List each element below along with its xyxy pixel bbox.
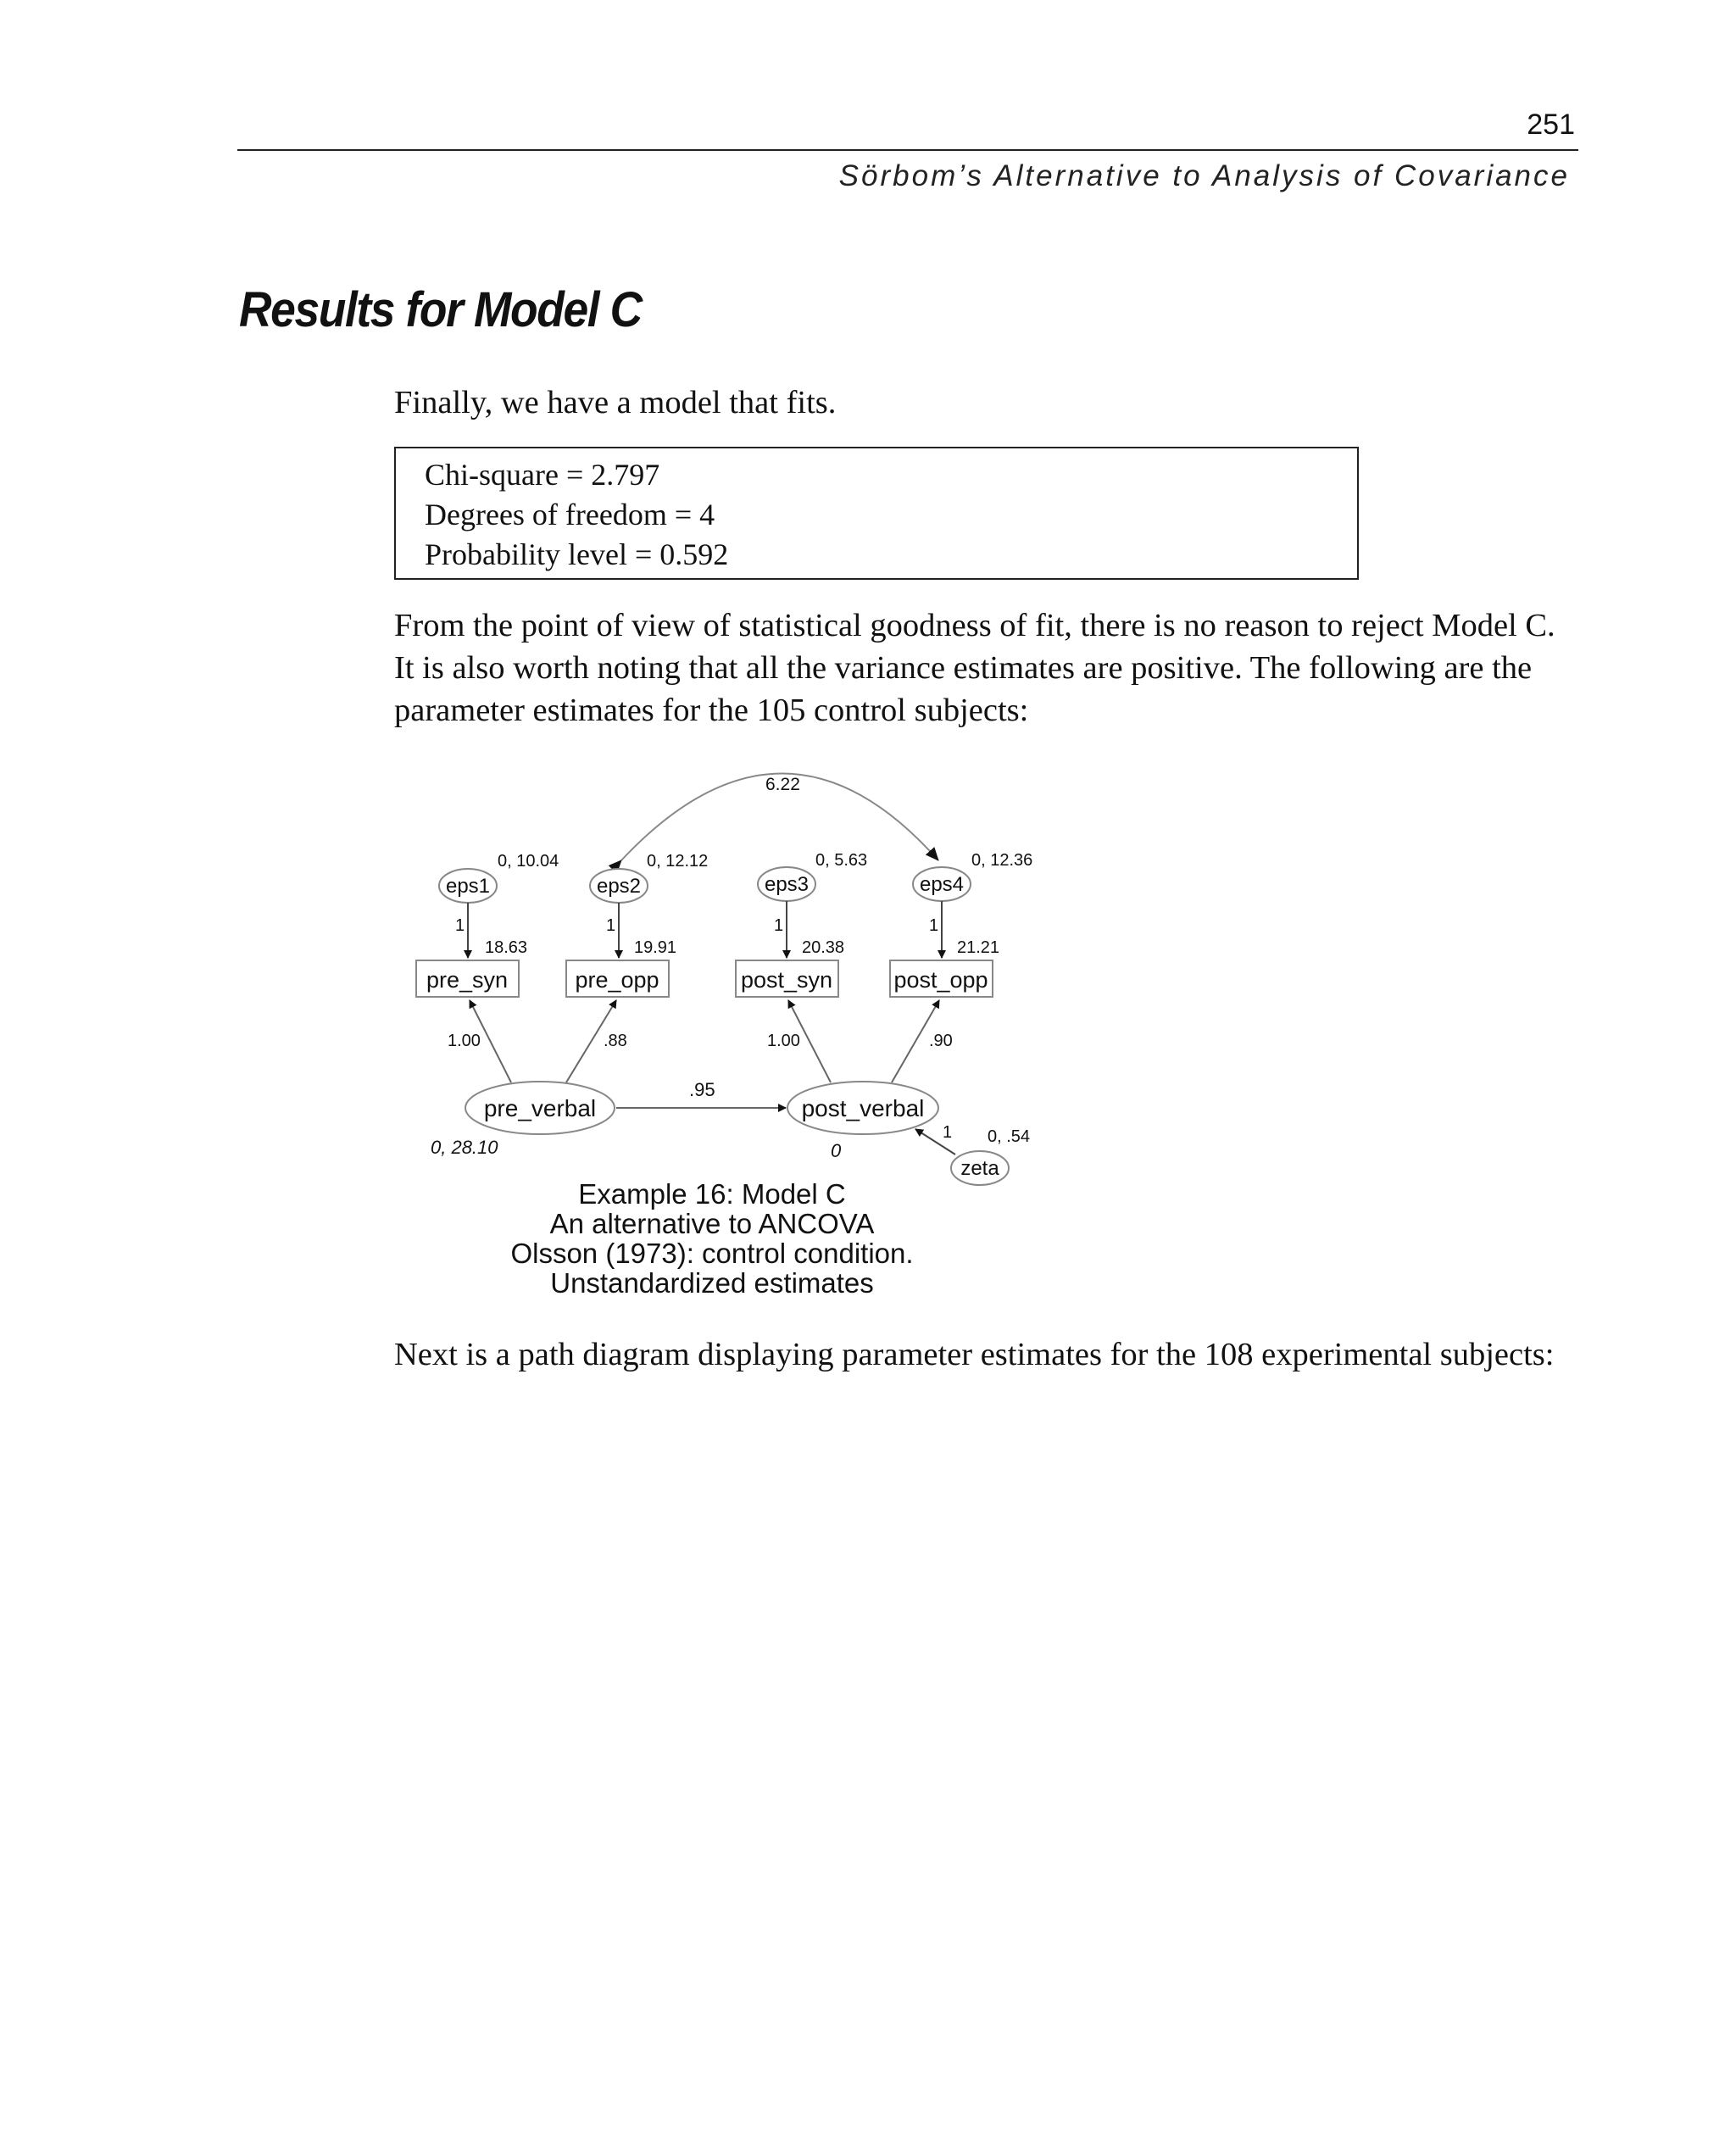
latent-label: pre_verbal: [483, 1095, 597, 1121]
running-header: Sörbom’s Alternative to Analysis of Covariance: [838, 159, 1570, 192]
intro-paragraph: Finally, we have a model that fits.: [394, 385, 837, 420]
error-path-weight: 1: [606, 916, 616, 935]
diagram-caption-line: Unstandardized estimates: [550, 1267, 874, 1299]
error-term-label: eps4: [919, 873, 965, 896]
loading-label: .88: [604, 1032, 627, 1050]
observed-label: post_syn: [740, 967, 833, 993]
error-term-eps3: [758, 851, 867, 901]
error-term-label: eps2: [596, 875, 642, 898]
error-term-label: eps3: [764, 873, 810, 896]
latent-post-verbal: [787, 1082, 938, 1134]
conclusion-paragraph: From the point of view of statistical goodness of fit, there is no reason to reject Model C. It is also worth noting that all the variance estimates are positive. The following are the parameter estimates for the 105 control subjects:: [394, 608, 1555, 728]
latent-label: post_verbal: [801, 1095, 925, 1121]
disturbance-label: zeta: [960, 1157, 999, 1180]
disturbance-zeta: [951, 1151, 1009, 1185]
observed-label: pre_syn: [426, 967, 509, 993]
observed-post-syn: [736, 960, 838, 997]
regression-weight-label: .95: [689, 1079, 715, 1100]
latent-pre-verbal: [465, 1082, 615, 1134]
observed-label: pre_opp: [575, 967, 659, 993]
error-term-estimate: 0, 12.12: [647, 852, 709, 871]
loading-label: 1.00: [448, 1032, 481, 1050]
intercept-label: 21.21: [957, 938, 1000, 957]
intercept-label: 18.63: [485, 938, 528, 957]
diagram-caption-line: Olsson (1973): control condition.: [510, 1238, 914, 1269]
error-path-weight: 1: [929, 916, 939, 935]
diagram-caption-line: Example 16: Model C: [578, 1178, 846, 1210]
intercept-label: 20.38: [802, 938, 845, 957]
error-path-weight: 1: [455, 916, 465, 935]
latent-estimate: 0: [831, 1140, 842, 1161]
diagram-caption-line: An alternative to ANCOVA: [549, 1208, 875, 1239]
error-term-label: eps1: [445, 875, 491, 898]
error-term-eps4: [913, 851, 1032, 901]
observed-pre-syn: [416, 960, 519, 997]
loading-label: 1.00: [767, 1032, 800, 1050]
observed-label: post_opp: [893, 967, 988, 993]
degrees-of-freedom-line: Degrees of freedom = 4: [425, 498, 715, 531]
page-number: 251: [1527, 108, 1575, 141]
observed-post-opp: [890, 960, 993, 997]
observed-pre-opp: [566, 960, 669, 997]
error-term-eps2: [590, 852, 708, 903]
covariance-label: 6.22: [765, 775, 800, 794]
disturbance-estimate: 0, .54: [988, 1127, 1031, 1146]
probability-level-line: Probability level = 0.592: [425, 537, 729, 571]
section-heading: Results for Model C: [239, 282, 642, 337]
chi-square-line: Chi-square = 2.797: [425, 458, 660, 492]
error-term-estimate: 0, 12.36: [971, 851, 1033, 870]
error-term-estimate: 0, 10.04: [498, 852, 559, 871]
next-paragraph: Next is a path diagram displaying parameter estimates for the 108 experimental subjects:: [394, 1337, 1555, 1372]
latent-estimate: 0, 28.10: [431, 1137, 498, 1158]
loading-label: .90: [929, 1032, 953, 1050]
error-term-eps1: [439, 852, 559, 903]
error-term-estimate: 0, 5.63: [815, 851, 868, 870]
disturbance-weight: 1: [943, 1123, 953, 1142]
error-path-weight: 1: [774, 916, 784, 935]
intercept-label: 19.91: [634, 938, 677, 957]
